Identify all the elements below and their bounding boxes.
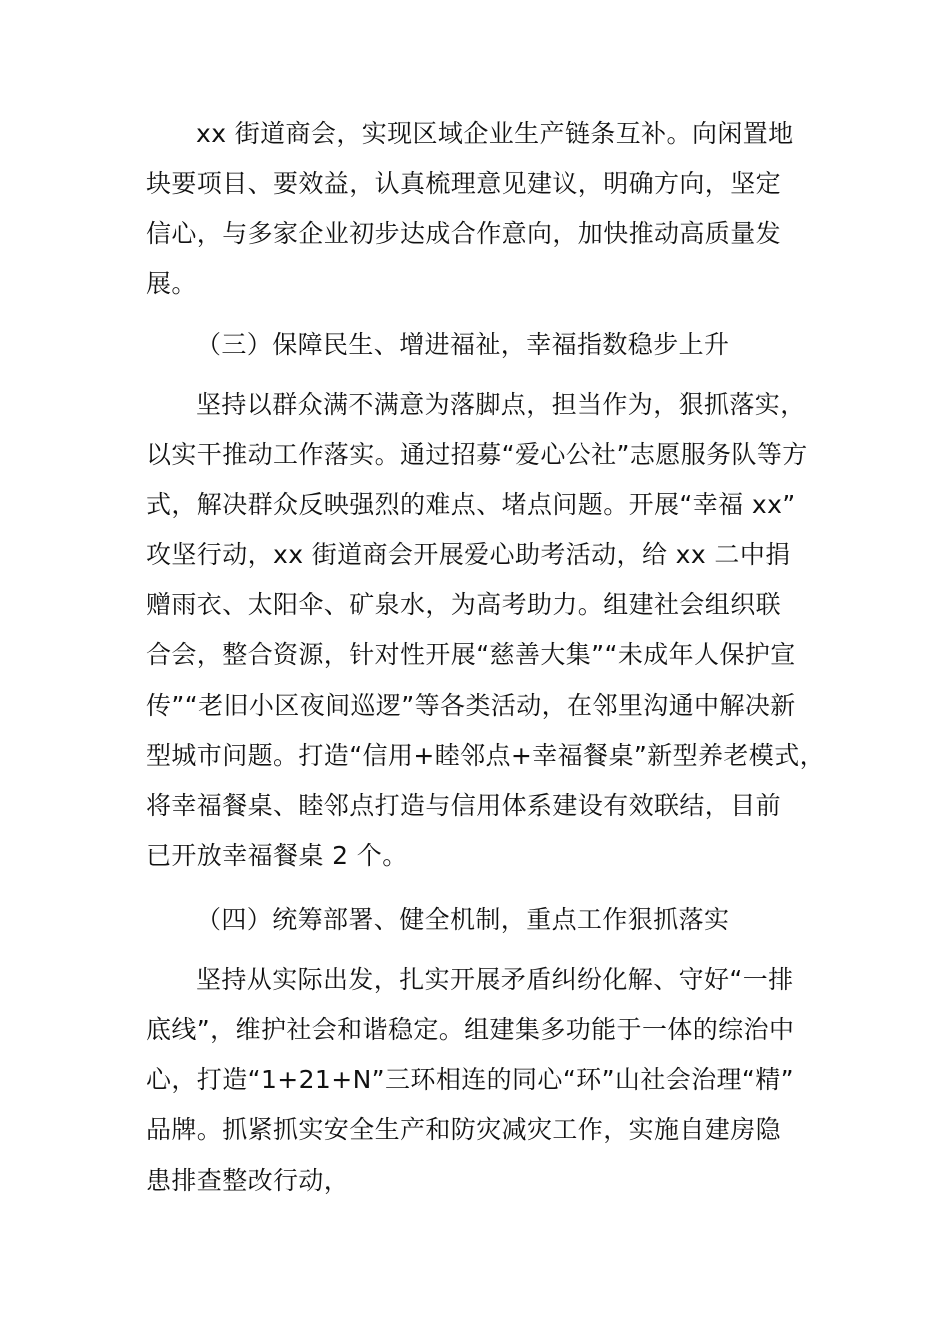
paragraph-2-line-3: 式，解决群众反映强烈的难点、堵点问题。开展“幸福 xx” (146, 490, 796, 519)
paragraph-3-line-5: 患排查整改行动， (146, 1166, 350, 1195)
paragraph-2-line-2: 以实干推动工作落实。通过招募“爱心公社”志愿服务队等方 (146, 440, 808, 469)
paragraph-2-line-5: 赠雨衣、太阳伞、矿泉水，为高考助力。组建社会组织联 (146, 590, 782, 619)
paragraph-2-line-6: 合会，整合资源，针对性开展“慈善大集”“未成年人保护宣 (146, 640, 796, 669)
paragraph-1-line-1: xx 街道商会，实现区域企业生产链条互补。向闲置地 (196, 119, 794, 148)
section-heading-3: （三）保障民生、增进福祉，幸福指数稳步上升 (196, 330, 730, 359)
paragraph-2-line-4: 攻坚行动，xx 街道商会开展爱心助考活动，给 xx 二中捐 (146, 540, 791, 569)
paragraph-3-line-4: 品牌。抓紧抓实安全生产和防灾减灾工作，实施自建房隐 (146, 1115, 782, 1144)
paragraph-1-line-3: 信心，与多家企业初步达成合作意向，加快推动高质量发 (146, 219, 782, 248)
paragraph-2-line-10: 已开放幸福餐桌 2 个。 (146, 841, 408, 870)
paragraph-1-line-2: 块要项目、要效益，认真梳理意见建议，明确方向，坚定 (146, 169, 782, 198)
paragraph-1-line-4: 展。 (146, 269, 197, 298)
paragraph-2-line-1: 坚持以群众满不满意为落脚点，担当作为，狠抓落实， (196, 390, 806, 419)
paragraph-3-line-1: 坚持从实际出发，扎实开展矛盾纠纷化解、守好“一排 (196, 965, 794, 994)
paragraph-2-line-8: 型城市问题。打造“信用+睦邻点+幸福餐桌”新型养老模式， (146, 741, 825, 770)
paragraph-3-line-3: 心，打造“1+21+N”三环相连的同心“环”山社会治理“精” (146, 1065, 795, 1094)
paragraph-3-line-2: 底线”，维护社会和谐稳定。组建集多功能于一体的综治中 (146, 1015, 795, 1044)
paragraph-2-line-7: 传”“老旧小区夜间巡逻”等各类活动，在邻里沟通中解决新 (146, 691, 796, 720)
paragraph-2-line-9: 将幸福餐桌、睦邻点打造与信用体系建设有效联结，目前 (146, 791, 782, 820)
section-heading-4: （四）统筹部署、健全机制，重点工作狠抓落实 (196, 905, 730, 934)
